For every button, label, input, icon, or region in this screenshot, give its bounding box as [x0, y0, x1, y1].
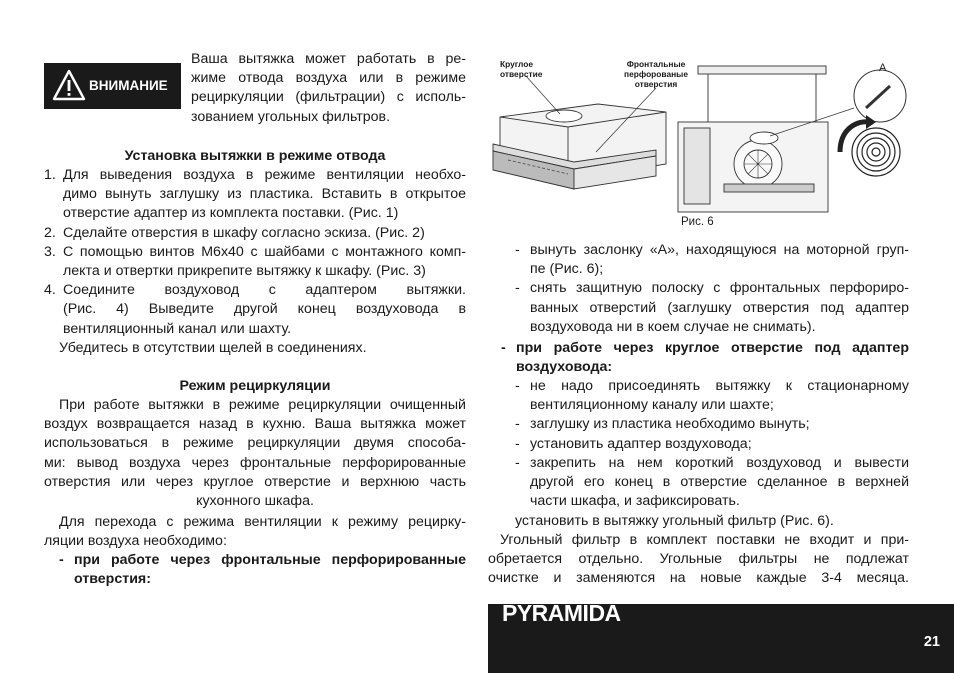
section2-bold-item: - при работе через фронтальные перфорированные отверстия: [59, 552, 466, 588]
figure-label-a: A [879, 62, 887, 74]
list-item: - заглушку из пластика необходимо вынуть; [515, 416, 810, 433]
section1-list [44, 166, 466, 339]
warning-badge [44, 63, 181, 109]
figure-6 [488, 52, 910, 232]
list-item: - установить адаптер воздуховода; [515, 435, 752, 452]
section1-note: Убедитесь в отсутствии щелей в соединениях. [59, 340, 367, 356]
figure-label-round: Круглое отверстие [500, 59, 543, 79]
right-bold-item: - при работе через круглое отверстие под адаптер воздуховода: [501, 340, 909, 376]
list-item: - закрепить на нем короткий воздуховод и вывести другой его конец в отверстие сделанное в верхней части шкафа, и зафиксировать. [515, 454, 909, 510]
warning-triangle-icon [52, 69, 86, 101]
list-item: - вынуть заслонку «А», находящуюся на моторной груп- пе (Рис. 6); [515, 242, 909, 278]
warning-intro: Ваша вытяжка может работать в ре- жиме отвода воздуха или в режиме рециркуляции (фильтрации) с исполь- зованием угольных фильтров. [191, 51, 466, 125]
list-item: - не надо присоединять вытяжку к стационарному вентиляционному каналу или шахте; [515, 378, 909, 414]
list-item: 1. Для выведения воздуха в режиме вентиляции необхо- димо вынуть заглушку из пластика. Вставить в открытое отверстие адаптер из комплекта поставки. (Рис. 1) [44, 167, 466, 222]
figure-label-front: Фронтальные перфорованые отверстия [624, 59, 688, 89]
brand-logo: PYRAMIDA [502, 600, 621, 626]
right-bullets-1 [515, 241, 909, 337]
install-filter-text: установить в вытяжку угольный фильтр (Рис. 6). [515, 513, 834, 529]
list-item: 3. С помощью винтов М6х40 с шайбами с монтажного комп- лекта и отвертки прикрепите вытяжку к шкафу. (Рис. 3) [44, 243, 466, 280]
list-item: 2. Сделайте отверстия в шкафу согласно эскиза. (Рис. 2) [44, 224, 425, 241]
section1-title: Установка вытяжки в режиме отвода [124, 148, 386, 164]
list-item: - снять защитную полоску с фронтальных перфориро- ванных отверстий (заглушку отверстия под адаптер воздуховода ни в коем случае не снимать). [515, 280, 909, 335]
section2-para1: При работе вытяжки в режиме рециркуляции очищенный воздух возвращается назад в кухню. Ваша вытяжка может использоваться в режиме рециркуляции двумя способа- ми: вывод воздуха через фронтальные перфорированные отверстия или через круглое отверстие и верхнюю часть кухонного шкафа. [44, 397, 466, 510]
list-item: 4. Соедините воздуховод с адаптером вытяжки. (Рис. 4) Выведите другой конец воздуховода в вентиляционный канал или шахту. [44, 282, 466, 337]
section2-title: Режим рециркуляции [179, 378, 331, 394]
hood-diagram [488, 52, 910, 232]
section2-para2: Для перехода с режима вентиляции к режиму рецирку- ляции воздуха необходимо: [44, 514, 466, 550]
page-number: 21 [923, 634, 940, 650]
footer-bar [488, 600, 954, 673]
warning-label: ВНИМАНИЕ [89, 78, 168, 93]
right-bullets-2 [515, 377, 909, 511]
final-paragraph: Угольный фильтр в комплект поставки не входит и при- обретается отдельно. Угольные фильтры не подлежат очистке и заменяются на новые каждые 3-4 месяца. [488, 532, 909, 587]
figure-caption: Рис. 6 [681, 216, 714, 228]
